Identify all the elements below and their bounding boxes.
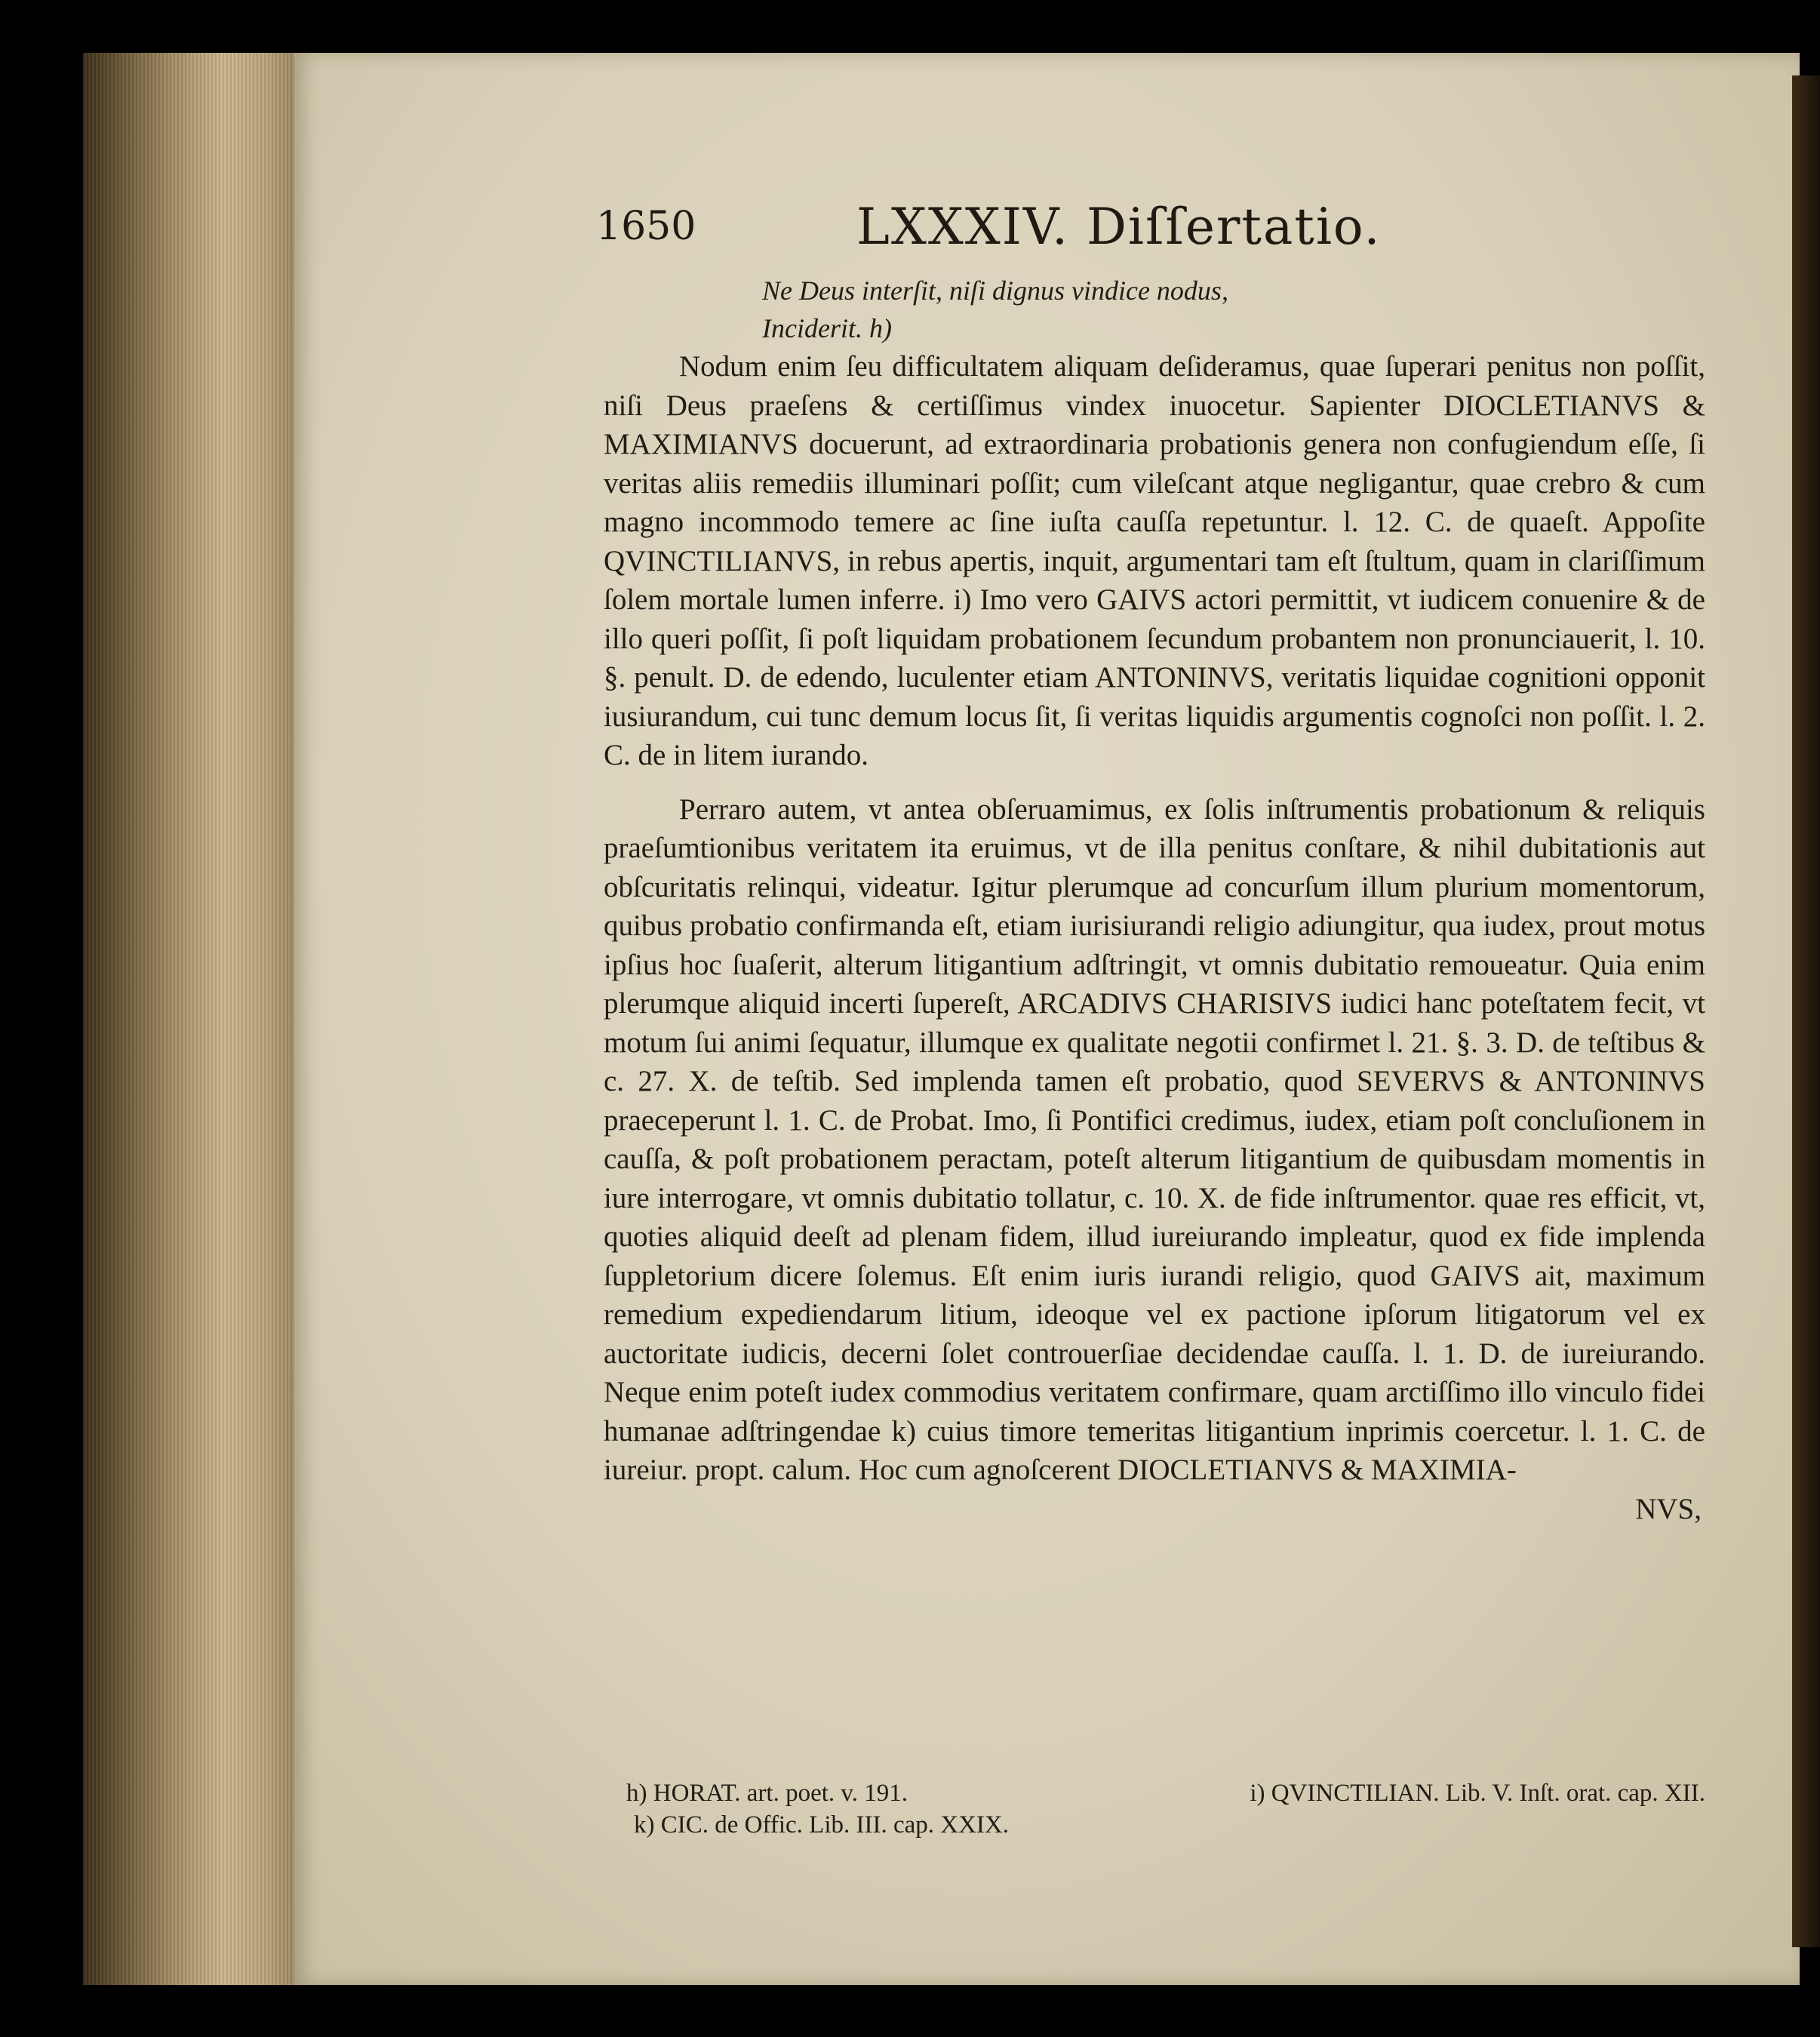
- verse-line-2: Inciderit. h): [762, 313, 892, 343]
- main-text: [604, 272, 1705, 1528]
- footnote-i: i) QVINCTILIAN. Lib. V. Inſt. orat. cap. XII.: [1250, 1780, 1705, 1807]
- footnote-h: h) HORAT. art. poet. v. 191.: [626, 1780, 908, 1807]
- page-header: [596, 198, 1728, 272]
- paragraph-2: Perraro autem, vt antea obſeruamimus, ex ſolis inſtrumentis probationum & reliquis praeſumtionibus veritatem ita eruimus, vt de illa penitus conſtare, & nihil dubitationis aut obſcuritatis relinqui, videatur. Igitur plerumque ad concurſum illum plurium momentorum, quibus probatio confirmanda eſt, etiam iurisiurandi religio adiungitur, qua iudex, prout motus ipſius hoc ſuaſerit, alterum litigantium adſtringit, vt omnis dubitatio remoueatur. Quia enim plerumque aliquid incerti ſupereſt, ARCADIVS CHARISIVS iudici hanc poteſtatem fecit, vt motum ſui animi ſequatur, illumque ex qualitate negotii confirmet l. 21. §. 3. D. de teſtibus & c. 27. X. de teſtib. Sed implenda tamen eſt probatio, quod SEVERVS & ANTONINVS praeceperunt l. 1. C. de Probat. Imo, ſi Pontifici credimus, iudex, etiam poſt concluſionem in cauſſa, & poſt probationem peractam, poteſt alterum litigantium de quibusdam momentis in iure interrogare, vt omnis dubitatio tollatur, c. 10. X. de fide inſtrumentor. quae res efficit, vt, quoties aliquid deeſt ad plenam fidem, illud iureiurando impleatur, quod ex fide implenda ſuppletorium dicere ſolemus. Eſt enim iuris iurandi religio, quod GAIVS ait, maximum remedium expediendarum litium, ideoque vel ex pactione ipſorum litigatorum vel ex auctoritate iudicis, decerni ſolet controuerſiae decidendae cauſſa. l. 1. D. de iureiurando. Neque enim poteſt iudex commodius veritatem confirmare, quam arctiſſimo illo vinculo fidei humanae adſtringendae k) cuius timore temeritas litigantium inprimis coercetur. l. 1. C. de iureiur. propt. calum. Hoc cum agnoſcerent DIOCLETIANVS & MAXIMIA-: [604, 792, 1705, 1486]
- footnotes: [626, 1777, 1705, 1841]
- footnote-k: k) CIC. de Offic. Lib. III. cap. XXIX.: [634, 1811, 1009, 1839]
- running-head: LXXXIV. Diſſertatio.: [856, 198, 1382, 256]
- facing-page-edge: [1792, 75, 1820, 1947]
- catchword: NVS,: [1635, 1492, 1702, 1525]
- page-number: 1650: [596, 204, 696, 249]
- footnote-row-1: [626, 1777, 1705, 1809]
- paragraph-1: Nodum enim ſeu difficultatem aliquam deſideramus, quae ſuperari penitus non poſſit, niſi Deus praeſens & certiſſimus vindex inuocetur. Sapienter DIOCLETIANVS & MAXIMIANVS docuerunt, ad extraordinaria probationis genera non confugiendum eſſe, ſi veritas aliis remediis illuminari poſſit; cum vileſcant atque negligantur, quae crebro & cum magno incommodo temere ac ſine iuſta cauſſa repetuntur. l. 12. C. de quaeſt. Appoſite QVINCTILIANVS, in rebus apertis, inquit, argumentari tam eſt ſtultum, quam in clariſſimum ſolem mortale lumen inferre. i) Imo vero GAIVS actori permittit, vt iudicem conuenire & de illo queri poſſit, ſi poſt liquidam probationem ſecundum probantem non pronunciauerit, l. 10. §. penult. D. de edendo, luculenter etiam ANTONINVS, veritatis liquidae cognitioni opponit iusiurandum, cui tunc demum locus ſit, ſi veritas liquidis argumentis cognoſci non poſſit. l. 2. C. de in litem iurando.: [604, 350, 1705, 771]
- verse-quote: [762, 272, 1705, 347]
- verse-line-1: Ne Deus interſit, niſi dignus vindice nodus,: [762, 275, 1228, 306]
- book-page-edges: [83, 53, 309, 1985]
